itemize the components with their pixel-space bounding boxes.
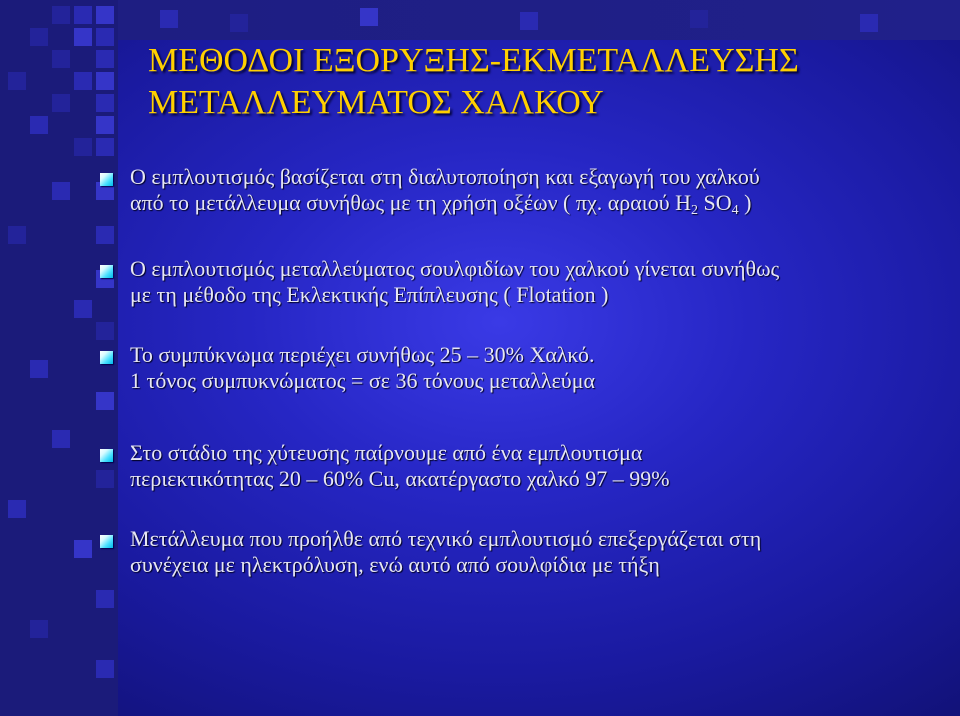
bullet-square-icon <box>100 173 113 186</box>
bullet-line: 1 τόνος συμπυκνώματος = σε 36 τόνους μεταλλεύμα <box>130 368 596 393</box>
subscript: 2 <box>691 203 698 218</box>
bullet-square-icon <box>100 535 113 548</box>
bullet-line: Ο εμπλουτισμός βασίζεται στη διαλυτοποίηση και εξαγωγή του χαλκού <box>130 164 760 189</box>
bullet-line: Το συμπύκνωμα περιέχει συνήθως 25 – 30% Χαλκό. <box>130 342 595 367</box>
bullet-square-icon <box>100 351 113 364</box>
bullet-line: Ο εμπλουτισμός μεταλλεύματος σουλφιδίων του χαλκού γίνεται συνήθως <box>130 256 780 281</box>
bullet-text <box>130 440 910 492</box>
formula-part: ) <box>738 190 752 215</box>
slide-title <box>148 40 938 124</box>
bullet-text <box>130 256 910 308</box>
bullet-line: Μετάλλευμα που προήλθε από τεχνικό εμπλουτισμό επεξεργάζεται στη <box>130 526 762 551</box>
bullet-line: συνέχεια με ηλεκτρόλυση, ενώ αυτό από σουλφίδια με τήξη <box>130 552 660 577</box>
bullet-line: περιεκτικότητας 20 – 60% Cu, ακατέργαστο χαλκό 97 – 99% <box>130 466 670 491</box>
slide-title-line-1: ΜΕΘΟΔΟΙ ΕΞΟΡΥΞΗΣ-ΕΚΜΕΤΑΛΛΕΥΣΗΣ <box>148 42 799 79</box>
bullet-square-icon <box>100 449 113 462</box>
bullet-text <box>130 526 910 578</box>
bullet-square-icon <box>100 265 113 278</box>
bullet-text <box>130 342 910 394</box>
bullet-line: από το μετάλλευμα συνήθως με τη χρήση οξέων ( πχ. αραιού H <box>130 190 691 215</box>
formula-part: SO <box>698 190 732 215</box>
bullet-line: με τη μέθοδο της Εκλεκτικής Επίπλευσης ( Flotation ) <box>130 282 609 307</box>
subscript: 4 <box>731 203 739 218</box>
bullet-line: Στο στάδιο της χύτευσης παίρνουμε από ένα εμπλουτισμα <box>130 440 643 465</box>
bullet-text <box>130 164 910 216</box>
slide-title-line-2: ΜΕΤΑΛΛΕΥΜΑΤΟΣ ΧΑΛΚΟΥ <box>148 84 604 121</box>
